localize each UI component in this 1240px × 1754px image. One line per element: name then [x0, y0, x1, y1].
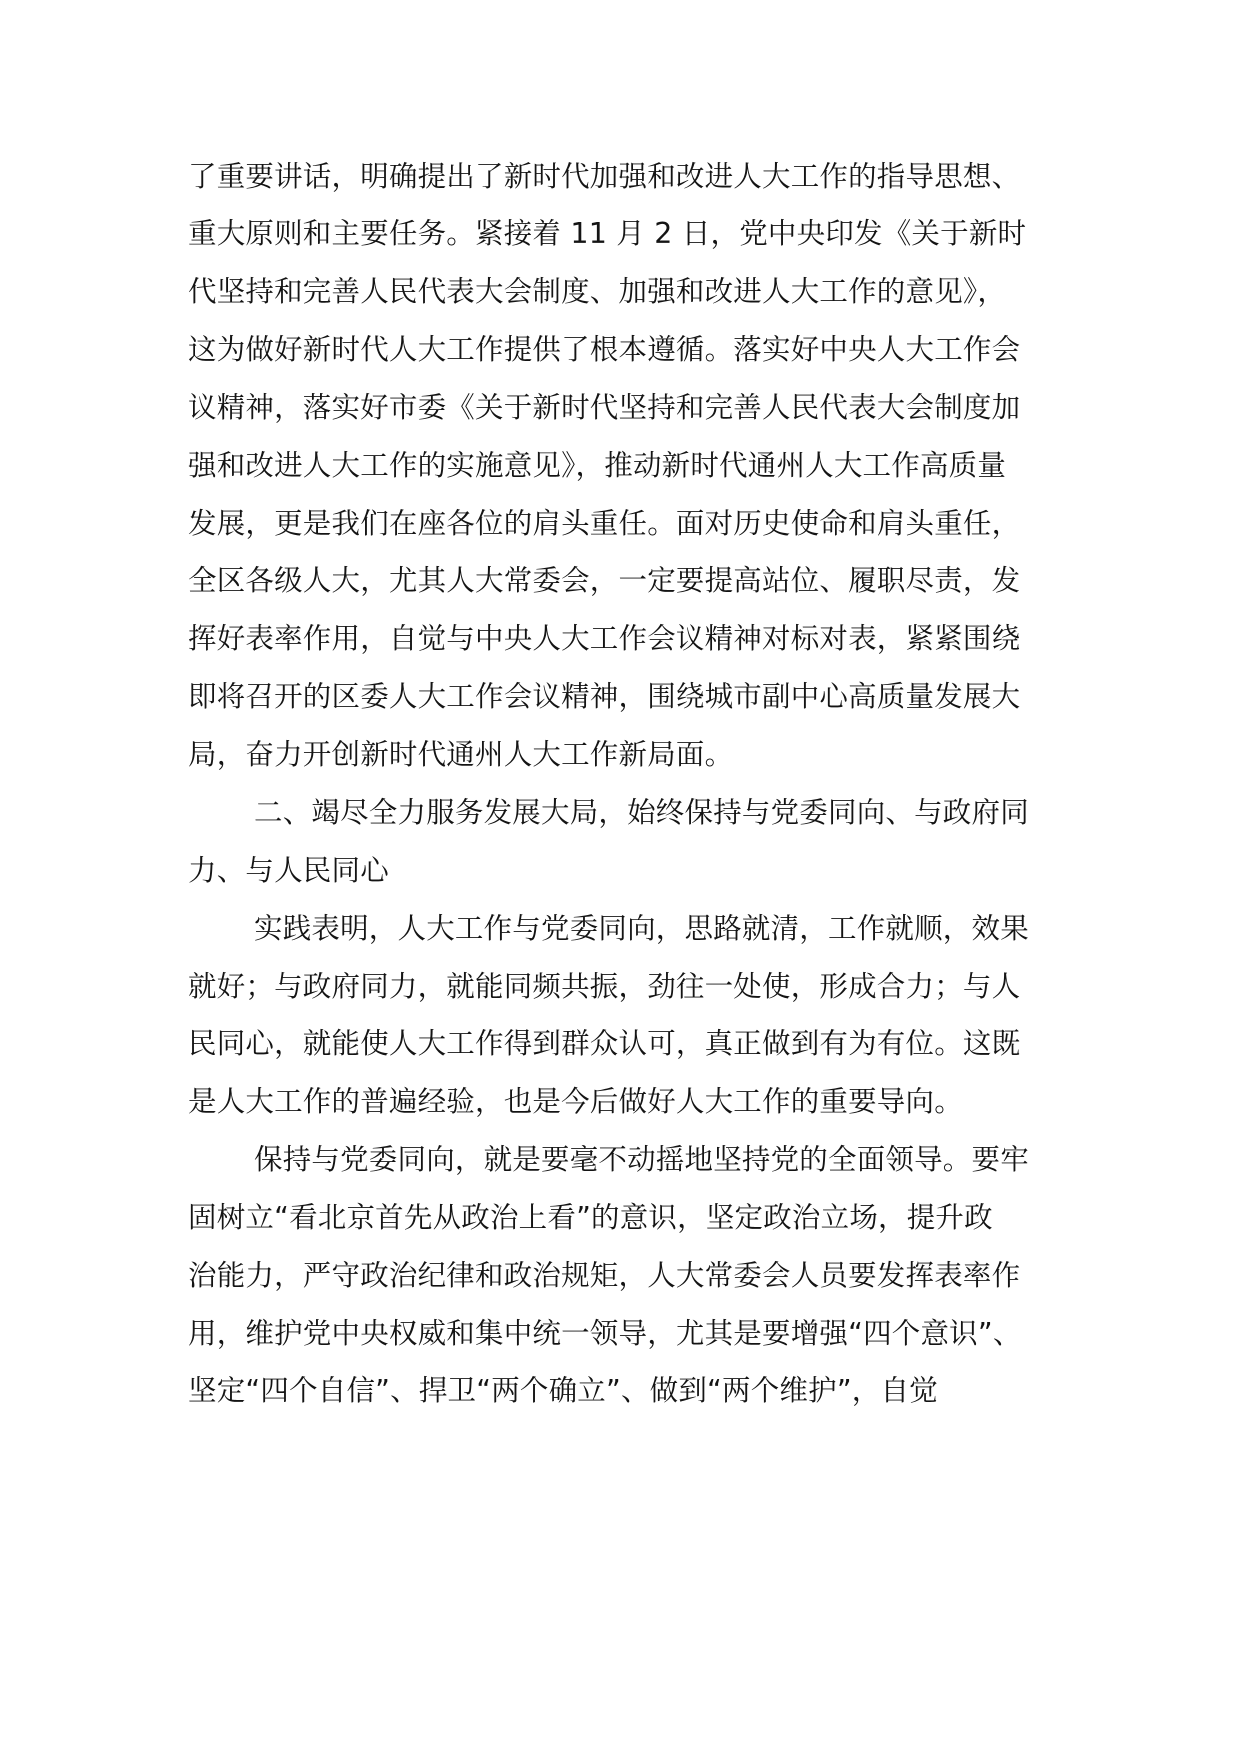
- text-line: 重大原则和主要任务。紧接着 11 月 2 日，党中央印发《关于新时: [188, 217, 1027, 250]
- text-line: 就好；与政府同力，就能同频共振，劲往一处使，形成合力；与人: [188, 970, 1021, 1003]
- text-line: 用，维护党中央权威和集中统一领导，尤其是要增强“四个意识”、: [188, 1317, 1022, 1350]
- text-line: 是人大工作的普遍经验，也是今后做好人大工作的重要导向。: [188, 1085, 963, 1118]
- text-line: 局，奋力开创新时代通州人大工作新局面。: [188, 738, 734, 771]
- section-heading-continued: 力、与人民同心: [188, 854, 389, 887]
- section-heading: 二、竭尽全力服务发展大局，始终保持与党委同向、与政府同: [254, 796, 1029, 829]
- text-line: 保持与党委同向，就是要毫不动摇地坚持党的全面领导。要牢: [254, 1143, 1029, 1176]
- text-line: 全区各级人大，尤其人大常委会，一定要提高站位、履职尽责，发: [188, 564, 1021, 597]
- text-line: 议精神，落实好市委《关于新时代坚持和完善人民代表大会制度加: [188, 391, 1021, 424]
- text-line: 实践表明，人大工作与党委同向，思路就清，工作就顺，效果: [254, 912, 1029, 945]
- text-line: 民同心，就能使人大工作得到群众认可，真正做到有为有位。这既: [188, 1027, 1021, 1060]
- text-line: 这为做好新时代人大工作提供了根本遵循。落实好中央人大工作会: [188, 333, 1021, 366]
- text-line: 挥好表率作用，自觉与中央人大工作会议精神对标对表，紧紧围绕: [188, 622, 1021, 655]
- text-line: 发展，更是我们在座各位的肩头重任。面对历史使命和肩头重任，: [188, 507, 1021, 540]
- text-line: 强和改进人大工作的实施意见》，推动新时代通州人大工作高质量: [188, 449, 1007, 482]
- text-line: 坚定“四个自信”、捍卫“两个确立”、做到“两个维护”，自觉: [188, 1374, 938, 1407]
- text-line: 代坚持和完善人民代表大会制度、加强和改进人大工作的意见》，: [188, 275, 1007, 308]
- text-line: 即将召开的区委人大工作会议精神，围绕城市副中心高质量发展大: [188, 680, 1021, 713]
- text-line: 固树立“看北京首先从政治上看”的意识，坚定政治立场，提升政: [188, 1201, 993, 1234]
- text-line: 了重要讲话，明确提出了新时代加强和改进人大工作的指导思想、: [188, 160, 1021, 193]
- text-line: 治能力，严守政治纪律和政治规矩，人大常委会人员要发挥表率作: [188, 1259, 1021, 1292]
